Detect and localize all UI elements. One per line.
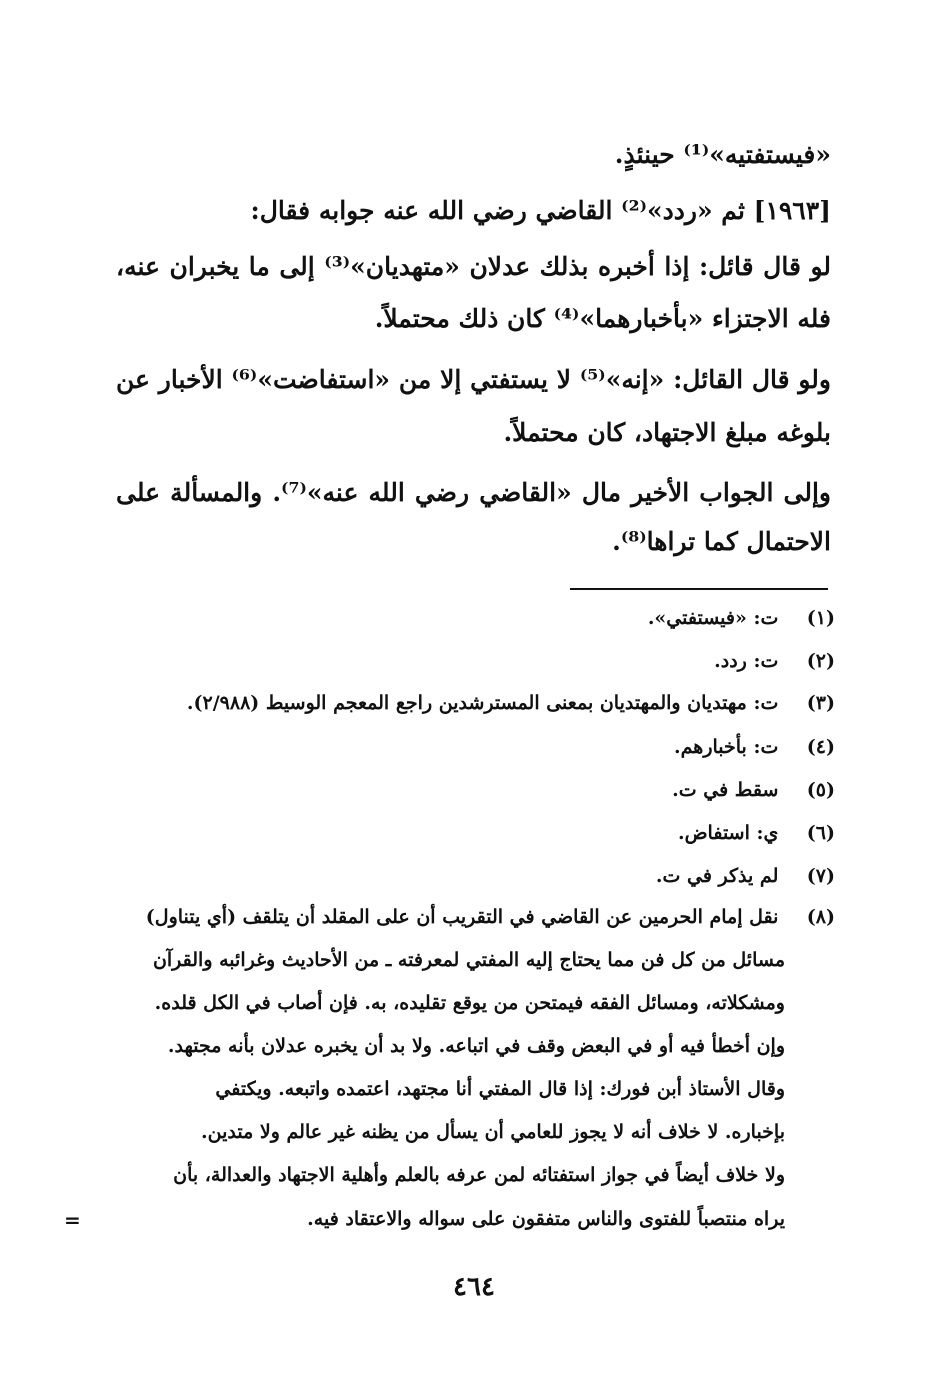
- footnote-4: [674, 736, 835, 758]
- body-line: وإلى الجواب الأخير مال «القاضي رضي الله عنه»⁽⁷⁾. والمسألة على: [116, 478, 831, 507]
- continuation-mark: =: [64, 1208, 81, 1232]
- footnote-8-continuation: بإخباره. لا خلاف أنه لا يجوز للعامي أن يسأل من يظنه غير عالم ولا متدين.: [201, 1121, 785, 1143]
- footnote-5: [672, 779, 835, 801]
- footnote-text: ت: «فيستفتي».: [647, 607, 779, 629]
- footnote-number: (٦): [806, 822, 835, 844]
- body-line: فله الاجتزاء «بأخبارهما»⁽⁴⁾ كان ذلك محتملاً.: [374, 304, 831, 333]
- footnote-text: ت: مهتديان والمهتديان بمعنى المسترشدين راجع المعجم الوسيط (٢/٩٨٨).: [186, 692, 779, 714]
- footnote-8-continuation: ومشكلاته، ومسائل الفقه فيمتحن من يوقع تقليده، به. فإن أصاب في الكل قلده.: [154, 992, 785, 1014]
- footnote-text: سقط في ت.: [672, 779, 779, 801]
- footnote-text: ت: بأخبارهم.: [674, 736, 779, 758]
- footnote-1: [648, 607, 835, 629]
- footnote-8-continuation: مسائل من كل فن مما يحتاج إليه المفتي لمعرفته ـ من الأحاديث وغرائبه والقرآن: [152, 949, 785, 971]
- footnote-separator: [570, 588, 828, 590]
- footnote-number: (٢): [806, 650, 835, 672]
- footnote-8-continuation: يراه منتصباً للفتوى والناس متفقون على سواله والاعتقاد فيه.: [307, 1208, 785, 1230]
- footnote-number: (٤): [806, 736, 835, 758]
- footnote-number: (١): [806, 607, 835, 629]
- body-line: الاحتمال كما تراها⁽⁸⁾.: [612, 527, 831, 556]
- footnote-8-continuation: وإن أخطأ فيه أو في البعض وقف في اتباعه. ولا بد أن يخبره عدلان بأنه مجتهد.: [167, 1035, 785, 1057]
- page-number: ٤٦٤: [453, 1272, 495, 1302]
- footnote-number: (٥): [806, 779, 835, 801]
- footnote-3: [187, 692, 835, 714]
- footnote-text: نقل إمام الحرمين عن القاضي في التقريب أن على المقلد أن يتلقف (أي يتناول): [145, 906, 779, 928]
- footnote-2: [714, 650, 835, 672]
- footnote-number: (٣): [806, 692, 835, 714]
- body-line: ولو قال القائل: «إنه»⁽⁵⁾ لا يستفتي إلا من «استفاضت»⁽⁶⁾ الأخبار عن: [116, 365, 831, 394]
- footnote-8-continuation: ولا خلاف أيضاً في جواز استفتائه لمن عرفه بالعلم وأهلية الاجتهاد والعدالة، بأن: [173, 1164, 785, 1186]
- footnote-7: [656, 865, 835, 887]
- body-line: لو قال قائل: إذا أخبره بذلك عدلان «متهديان»⁽³⁾ إلى ما يخبران عنه،: [116, 252, 831, 281]
- footnote-8: [146, 906, 835, 928]
- body-line: بلوغه مبلغ الاجتهاد، كان محتملاً.: [503, 418, 831, 447]
- footnote-number: (٨): [806, 906, 835, 928]
- footnote-6: [678, 822, 835, 844]
- body-line: «فيستفتيه»⁽¹⁾ حينئذٍ.: [614, 140, 831, 169]
- footnote-text: لم يذكر في ت.: [655, 865, 779, 887]
- footnote-8-continuation: وقال الأستاذ أبن فورك: إذا قال المفتي أنا مجتهد، اعتمده واتبعه. ويكتفي: [215, 1078, 785, 1100]
- footnote-number: (٧): [806, 865, 835, 887]
- footnote-text: ي: استفاض.: [677, 822, 779, 844]
- footnote-text: ت: ردد.: [714, 650, 779, 672]
- body-line: [١٩٦٣] ثم «ردد»⁽²⁾ القاضي رضي الله عنه جوابه فقال:: [250, 196, 831, 225]
